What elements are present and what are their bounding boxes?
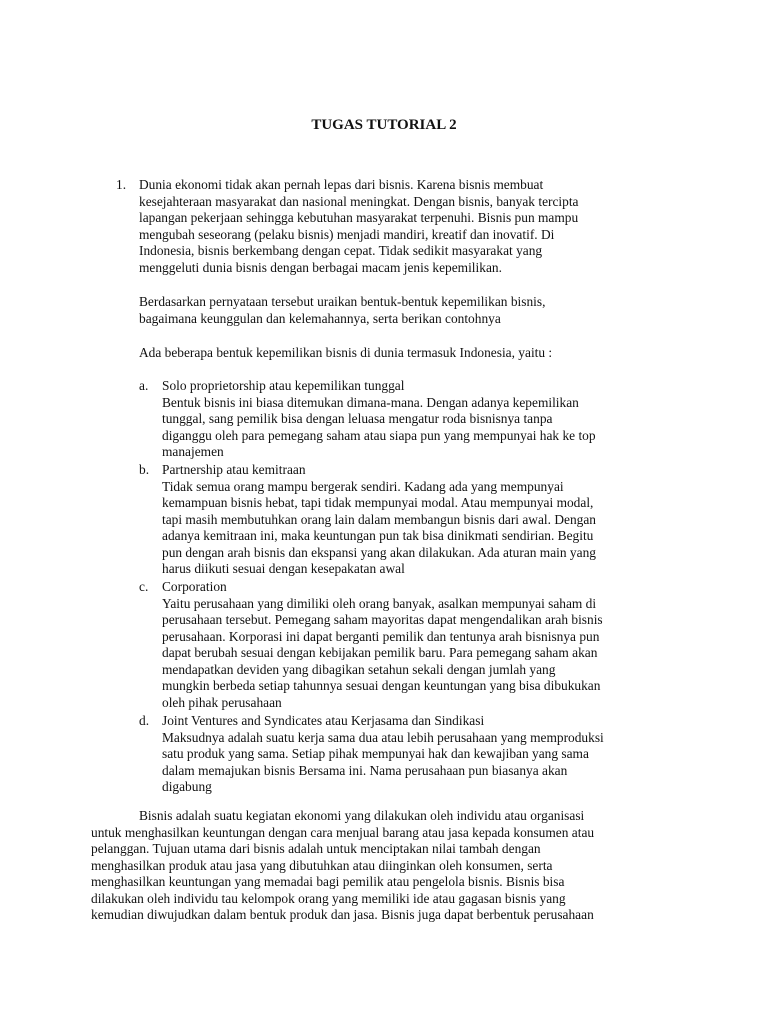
text-line: harus diikuti sesuai dengan kesepakatan awal — [162, 561, 405, 576]
text-line: perusahaan. Korporasi ini dapat berganti pemilik dan tentunya arah bisnisnya pun — [162, 628, 600, 644]
item-letter-d: d. — [139, 713, 150, 728]
text-line: Tidak semua orang mampu bergerak sendiri. Kadang ada yang mempunyai — [162, 478, 564, 494]
text-line: mungkin berbeda setiap tahunnya sesuai dengan keuntungan yang bisa dibukukan — [162, 678, 601, 693]
text-line: tapi masih membutuhkan orang lain dalam membangun bisnis dari awal. Dengan — [162, 511, 596, 527]
text-line: dapat berubah sesuai dengan kebijakan pemilik baru. Para pemegang saham akan — [162, 645, 598, 660]
text-line: dilakukan oleh individu tau kelompok orang yang memiliki ide atau gagasan bisnis yang — [91, 890, 566, 906]
text-line: diganggu oleh para pemegang saham atau siapa pun yang mempunyai hak ke top — [162, 427, 596, 443]
list-item — [162, 579, 682, 711]
text-line: Berdasarkan pernyataan tersebut uraikan bentuk-bentuk kepemilikan bisnis, — [139, 294, 546, 309]
text-line: Ada beberapa bentuk kepemilikan bisnis di dunia termasuk Indonesia, yaitu : — [139, 345, 553, 360]
text-line: untuk menghasilkan keuntungan dengan cara menjual barang atau jasa kepada konsumen atau — [91, 824, 595, 840]
text-line: dalam memajukan bisnis Bersama ini. Nama perusahaan pun biasanya akan — [162, 762, 568, 778]
list-item — [162, 378, 682, 461]
text-line: Bisnis adalah suatu kegiatan ekonomi yang dilakukan oleh individu atau organisasi — [139, 808, 585, 823]
question-paragraph — [139, 294, 679, 327]
text-line: menghasilkan keuntungan yang memadai bagi pemilik atau pengelola bisnis. Bisnis bisa — [91, 874, 565, 889]
text-line: Dunia ekonomi tidak akan pernah lepas dari bisnis. Karena bisnis membuat — [139, 177, 544, 192]
text-line: Maksudnya adalah suatu kerja sama dua atau lebih perusahaan yang memproduksi — [162, 729, 604, 745]
item-heading: Partnership atau kemitraan — [162, 462, 306, 477]
question-number: 1. — [116, 177, 127, 192]
item-letter-b: b. — [139, 462, 150, 477]
text-line: Bentuk bisnis ini biasa ditemukan dimana-mana. Dengan adanya kepemilikan — [162, 394, 579, 410]
text-line: bagaimana keunggulan dan kelemahannya, serta berikan contohnya — [139, 310, 501, 326]
text-line: satu produk yang sama. Setiap pihak mempunyai hak dan kewajiban yang sama — [162, 746, 589, 761]
item-heading: Solo proprietorship atau kepemilikan tunggal — [162, 378, 405, 393]
list-item — [162, 713, 682, 796]
text-line: pelanggan. Tujuan utama dari bisnis adalah untuk menciptakan nilai tambah dengan — [91, 841, 541, 856]
item-letter-c: c. — [139, 579, 149, 594]
text-line: kemampuan bisnis hebat, tapi tidak mempunyai modal. Atau mempunyai modal, — [162, 495, 594, 510]
text-line: tunggal, sang pemilik bisa dengan leluasa mengatur roda bisnisnya tanpa — [162, 411, 553, 426]
text-line: digabung — [162, 779, 212, 794]
text-line: Yaitu perusahaan yang dimiliki oleh orang banyak, asalkan mempunyai saham di — [162, 595, 597, 611]
text-line: Indonesia, bisnis berkembang dengan cepat. Tidak sedikit masyarakat yang — [139, 243, 543, 258]
text-line: lapangan pekerjaan sehingga kebutuhan masyarakat terpenuhi. Bisnis pun mampu — [139, 210, 579, 225]
intro-paragraph — [139, 177, 679, 276]
item-heading: Corporation — [162, 579, 227, 594]
text-line: menghasilkan produk atau jasa yang dibutuhkan atau diinginkan oleh konsumen, serta — [91, 857, 553, 873]
text-line: kesejahteraan masyarakat dan nasional meningkat. Dengan bisnis, banyak tercipta — [139, 193, 579, 209]
text-line: mendapatkan deviden yang dibagikan setahun sekali dengan jumlah yang — [162, 661, 556, 677]
text-line: adanya kemitraan ini, maka keuntungan pun tak bisa dinikmati sendirian. Begitu — [162, 528, 594, 543]
list-item — [162, 462, 682, 578]
text-line: perusahaan tersebut. Pemegang saham mayoritas dapat mengendalikan arah bisnis — [162, 612, 603, 627]
text-line: manajemen — [162, 444, 224, 459]
document-title: TUGAS TUTORIAL 2 — [311, 117, 457, 133]
closing-paragraph — [91, 808, 691, 924]
text-line: oleh pihak perusahaan — [162, 694, 282, 710]
answer-intro — [139, 345, 679, 362]
item-letter-a: a. — [139, 378, 149, 393]
text-line: kemudian diwujudkan dalam bentuk produk dan jasa. Bisnis juga dapat berbentuk perusahaan — [91, 907, 594, 922]
text-line: pun dengan arah bisnis dan ekspansi yang akan dilakukan. Ada aturan main yang — [162, 544, 596, 560]
item-heading: Joint Ventures and Syndicates atau Kerjasama dan Sindikasi — [162, 713, 485, 728]
text-line: mengubah seseorang (pelaku bisnis) menjadi mandiri, kreatif dan inovatif. Di — [139, 226, 555, 242]
text-line: menggeluti dunia bisnis dengan berbagai macam jenis kepemilikan. — [139, 259, 502, 275]
